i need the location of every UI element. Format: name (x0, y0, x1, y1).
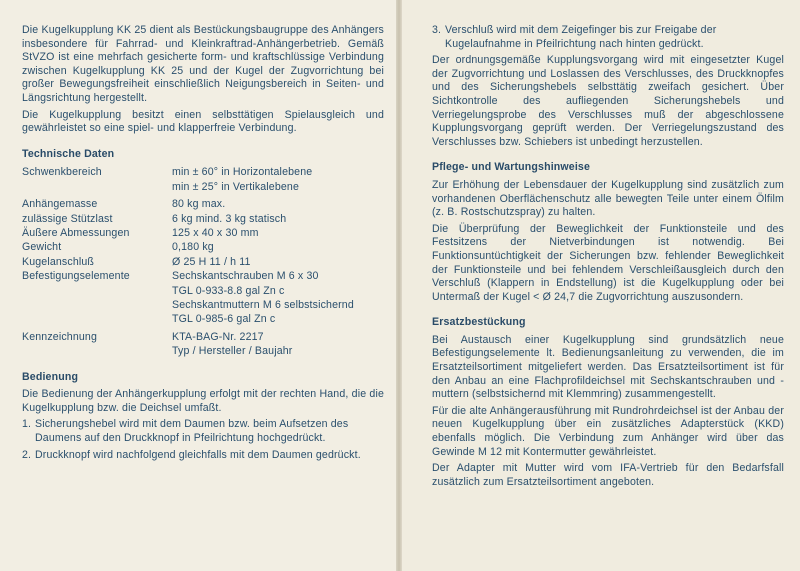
spec-label: Schwenkbereich (22, 166, 102, 179)
spec-label: Anhängemasse (22, 198, 98, 211)
spec-label: Kennzeichnung (22, 330, 97, 343)
spec-row (22, 226, 384, 240)
operation-steps (22, 418, 384, 462)
step-text: Verschluß wird mit dem Zeigefinger bis zur Freigabe der Kugelaufnahme in Pfeilrichtung nach hinten gedrückt. (445, 24, 717, 50)
spec-value: Sechskantmuttern M 6 selbstsichernd (172, 299, 354, 311)
spec-value: KTA-BAG-Nr. 2217 (172, 330, 264, 343)
right-column (432, 24, 784, 492)
step-text: Druckknopf wird nachfolgend gleichfalls mit dem Daumen gedrückt. (35, 448, 361, 461)
spec-row (22, 327, 384, 359)
spec-label: Äußere Abmessungen (22, 226, 130, 239)
spec-value: 0,180 kg (172, 241, 214, 254)
spec-value: min ± 60° in Horizontalebene (172, 166, 313, 179)
spec-value: 80 kg max. (172, 198, 226, 211)
spec-value: TGL 0-933-8.8 gal Zn c (172, 284, 285, 297)
spec-row (22, 240, 384, 254)
intro-paragraph-2: Die Kugelkupplung besitzt einen selbsttätigen Spielausgleich und gewährleistet so eine spiel- und klapperfreie Verbindung. (22, 108, 384, 135)
spec-value: TGL 0-985-6 gal Zn c (172, 313, 276, 326)
step-item (22, 449, 384, 463)
step-text: Sicherungshebel wird mit dem Daumen bzw. beim Aufsetzen des Daumens auf den Druckknopf in Pfeilrichtung hochgedrückt. (35, 418, 349, 444)
spec-row (22, 255, 384, 269)
spec-label: Gewicht (22, 241, 62, 254)
spec-label: Kugelanschluß (22, 255, 95, 268)
spare-parts-paragraph-1: Bei Austausch einer Kugelkupplung sind grundsätzlich neue Befestigungselemente lt. Bedienungsanleitung zu verwenden, die im Ersatzteilsortiment mitgeliefert werden. Das Ersatzteilsortiment ist für den Anbau an eine Flachprofildeichsel mit Sechskantschrauben und -muttern (selbstsichernd mit Klemmring) zusammengestellt. (432, 333, 784, 401)
intro-paragraph-1: Die Kugelkupplung KK 25 dient als Bestückungsbaugruppe des Anhängers insbesondere für Fahrrad- und Kleinkraftrad-Anhängerbetrieb. Gemäß StVZO ist eine mehrfach gesicherte form- und kraftschlüssige Verbindung zwischen Kugelkupplung KK 25 und der Kugel der Zugvorrichtung bei großer Bewegungsfreiheit einschließlich Neigungsbereich in Seiten- und Längsrichtung hergestellt. (22, 24, 384, 104)
spare-parts-paragraph-3: Der Adapter mit Mutter wird vom IFA-Vertrieb für den Bedarfsfall zusätzlich zum Ersatzteilsortiment angeboten. (432, 462, 784, 488)
step-number: 1. (22, 418, 32, 431)
spec-row (22, 269, 384, 327)
spec-label: Befestigungselemente (22, 270, 130, 283)
step-item (22, 418, 384, 445)
step-number: 3. (432, 24, 442, 36)
spec-value: 6 kg mind. 3 kg statisch (172, 212, 287, 225)
operation-intro: Die Bedienung der Anhängerkupplung erfolgt mit der rechten Hand, die die Kugelkupplung bzw. die Deichsel umfaßt. (22, 388, 384, 414)
care-paragraph-1: Zur Erhöhung der Lebensdauer der Kugelkupplung sind zusätzlich zum vorhandenen Oberflächenschutz alle bewegten Teile unter einem Ölfilm (z. B. Rostschutzspray) zu halten. (432, 178, 784, 219)
spec-row (22, 212, 384, 226)
spec-value: Sechskantschrauben M 6 x 30 (172, 270, 319, 283)
operation-steps-continued (432, 24, 784, 51)
spare-parts-paragraph-2: Für die alte Anhängerausführung mit Rundrohrdeichsel ist der Anbau der neuen Kugelkupplung über ein zusätzliches Adapterstück (KKD) ebenfalls möglich. Die Verbindung zum Anhänger wird über das Gewinde M 12 mit Kontermutter gewährleistet. (432, 404, 784, 458)
care-paragraph-2: Die Überprüfung der Beweglichkeit der Funktionsteile und des Festsitzens der Nietverbindungen ist notwendig. Bei Funktionsuntüchtigkeit der Sicherungen bzw. fehlender Beweglichkeit der Funktionsteile und bei fehlendem Verschleißausgleich durch den Verschluß (Klappern in Endstellung) ist die Kugelkupplung oder bei Untermaß der Kugel < Ø 24,7 die Zugvorrichtung auszusondern. (432, 222, 784, 303)
care-heading: Pflege- und Wartungshinweise (432, 161, 591, 174)
spec-row (22, 194, 384, 211)
spec-value: Ø 25 H 11 / h 11 (172, 255, 251, 268)
step-number: 2. (22, 448, 32, 461)
step-item (432, 24, 784, 51)
spec-row (22, 165, 384, 194)
operation-heading: Bedienung (22, 370, 79, 383)
spec-value: min ± 25° in Vertikalebene (172, 180, 300, 193)
spec-label: zulässige Stützlast (22, 212, 113, 225)
spec-value: Typ / Hersteller / Baujahr (172, 345, 293, 358)
tech-data-heading: Technische Daten (22, 147, 115, 160)
tech-data-table (22, 165, 384, 358)
spare-parts-heading: Ersatzbestückung (432, 316, 526, 329)
left-column (22, 24, 384, 465)
coupling-check-paragraph: Der ordnungsgemäße Kupplungsvorgang wird mit eingesetzter Kugel der Zugvorrichtung und Loslassen des Verschlusses, des Druckknopfes und des Sicherungshebels selbsttätig zweifach gesichert. Über Sichtkontrolle des aufliegenden Sicherungshebels und Verriegelungsprobe des Verschlusses muß der abgeschlossene Kupplungsvorgang geprüft werden. Der Verriegelungszustand des Verschlusses bzw. Schiebers ist unbedingt herzustellen. (432, 54, 784, 148)
spec-value: 125 x 40 x 30 mm (172, 226, 259, 239)
